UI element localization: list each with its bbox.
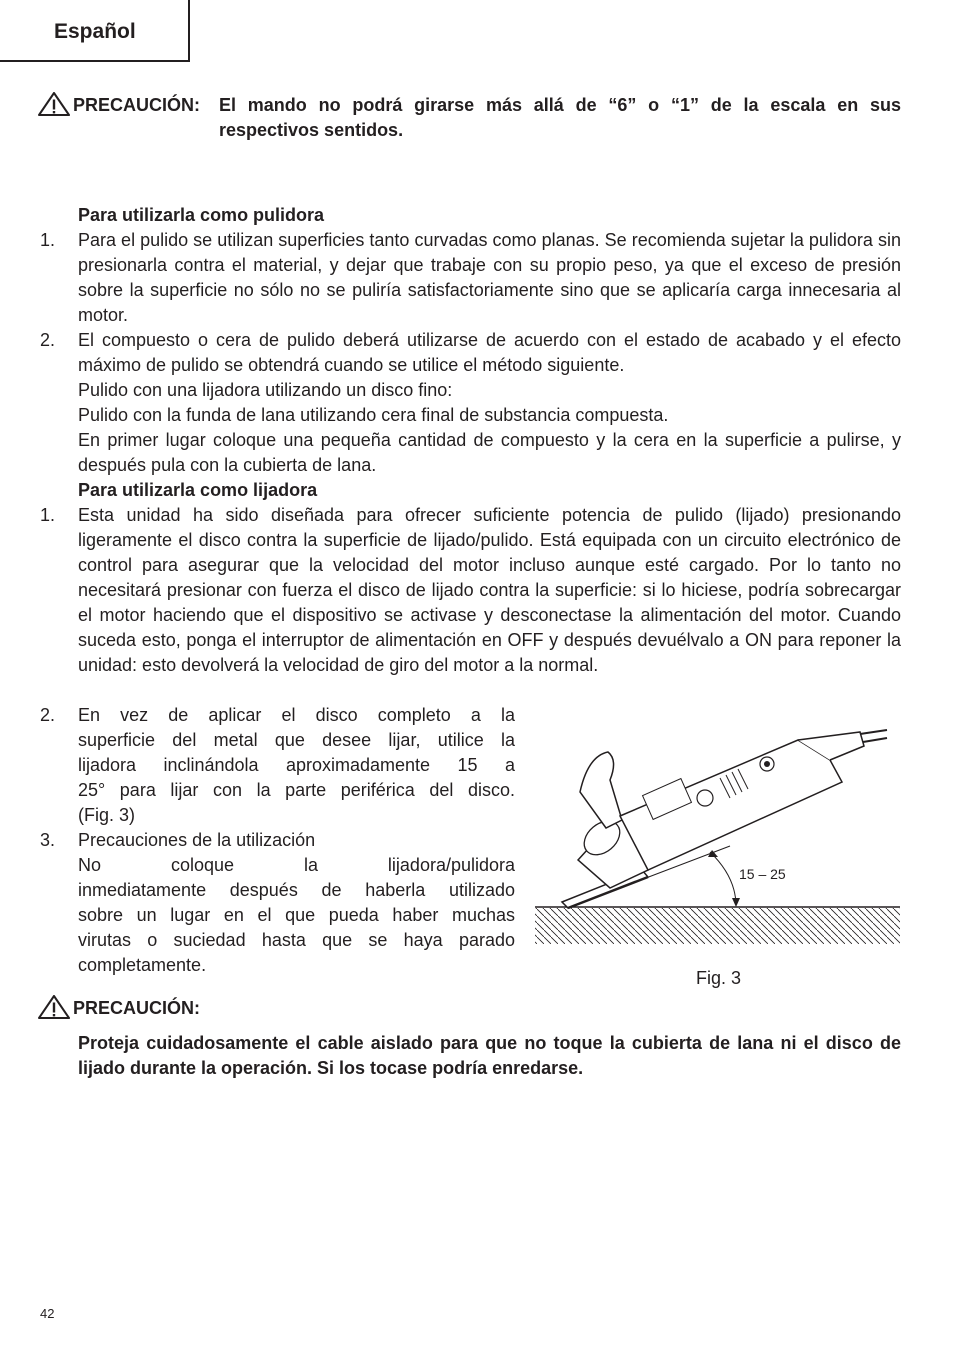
- sander-heading: Para utilizarla como lijadora: [78, 480, 318, 500]
- sander-item-2-number: 2.: [40, 705, 56, 725]
- polisher-item-2-text: El compuesto o cera de pulido deberá utilizarse de acuerdo con el estado de acabado y el efecto máximo de pulido se obtendrá cuando se utilice el método siguiente.: [78, 330, 901, 375]
- caution-label: PRECAUCIÓN:: [73, 998, 201, 1018]
- polisher-item-2-line-b: Pulido con la funda de lana utilizando cera final de substancia compuesta.: [78, 405, 669, 425]
- page-number: 42: [40, 1306, 55, 1321]
- sander-item-2-line: En vez de aplicar el disco completo a la: [78, 705, 515, 725]
- figure-caption: Fig. 3: [696, 968, 742, 988]
- sander-item-3-line: sobre un lugar en el que pueda haber muchas: [78, 905, 515, 925]
- polisher-item-1-number: 1.: [40, 230, 56, 250]
- caution-text-line1: El mando no podrá girarse más allá de “6” o “1” de la escala en sus: [219, 95, 901, 115]
- warning-triangle-icon: [38, 995, 70, 1019]
- sander-item-3-line: virutas o suciedad hasta que se haya parado: [78, 930, 515, 950]
- sander-item-2-line: 25° para lijar con la parte periférica del disco.: [78, 780, 515, 800]
- sander-item-1-number: 1.: [40, 505, 56, 525]
- caution-label: PRECAUCIÓN:: [73, 95, 201, 115]
- polisher-item-2-number: 2.: [40, 330, 56, 350]
- warning-triangle-icon: [38, 92, 70, 116]
- caution-text: Proteja cuidadosamente el cable aislado para que no toque la cubierta de lana ni el disco de lijado durante la operación. Si los tocase podría enredarse.: [78, 1033, 901, 1078]
- polisher-heading: Para utilizarla como pulidora: [78, 205, 325, 225]
- sander-item-3-last-line: completamente.: [78, 955, 207, 975]
- sander-angle-illustration: [530, 720, 905, 950]
- polisher-item-2-line-a: Pulido con una lijadora utilizando un disco fino:: [78, 380, 453, 400]
- sander-item-2-last-line: (Fig. 3): [78, 805, 136, 825]
- polisher-item-1-text: Para el pulido se utilizan superficies tanto curvadas como planas. Se recomienda sujetar la pulidora sin presionarla contra el material, y dejar que trabaje con su propio peso, ya que el exceso de presión sobre la superficie no sólo no se puliría satisfactoriamente sino que se aplicaría carga innecesaria al motor.: [78, 230, 901, 325]
- polisher-item-2-line-c: En primer lugar coloque una pequeña cantidad de compuesto y la cera en la superficie a pulirse, y después pula con la cubierta de lana.: [78, 430, 901, 475]
- angle-label: 15 – 25: [739, 866, 786, 882]
- sander-item-2-line: lijadora inclinándola aproximadamente 15 a: [78, 755, 515, 775]
- sander-item-2-line: superficie del metal que desee lijar, utilice la: [78, 730, 515, 750]
- sander-item-1-text: Esta unidad ha sido diseñada para ofrecer suficiente potencia de pulido (lijado) presionando ligeramente el disco contra la superficie de lijado/pulido. Está equipada con un circuito electrónico de control para asegurar que la velocidad del motor incluso aunque esté cargado. Por lo tanto no necesitará presionar con fuerza el disco de lijado contra la superficie: si lo hiciese, podría sobrecargar el motor haciendo que el dispositivo se activase y desconectase la alimentación del motor. Cuando suceda esto, ponga el interruptor de alimentación en OFF y después devuélvalo a ON para reponer la unidad: esto devolverá la velocidad de giro del motor a la normal.: [78, 505, 901, 675]
- sander-item-3-number: 3.: [40, 830, 56, 850]
- caution-text-line2: respectivos sentidos.: [219, 120, 404, 140]
- sander-item-3-title: Precauciones de la utilización: [78, 830, 316, 850]
- language-label: Español: [54, 20, 136, 43]
- language-tab: [0, 0, 190, 62]
- sander-item-3-line: No coloque la lijadora/pulidora: [78, 855, 515, 875]
- sander-item-3-line: inmediatamente después de haberla utilizado: [78, 880, 515, 900]
